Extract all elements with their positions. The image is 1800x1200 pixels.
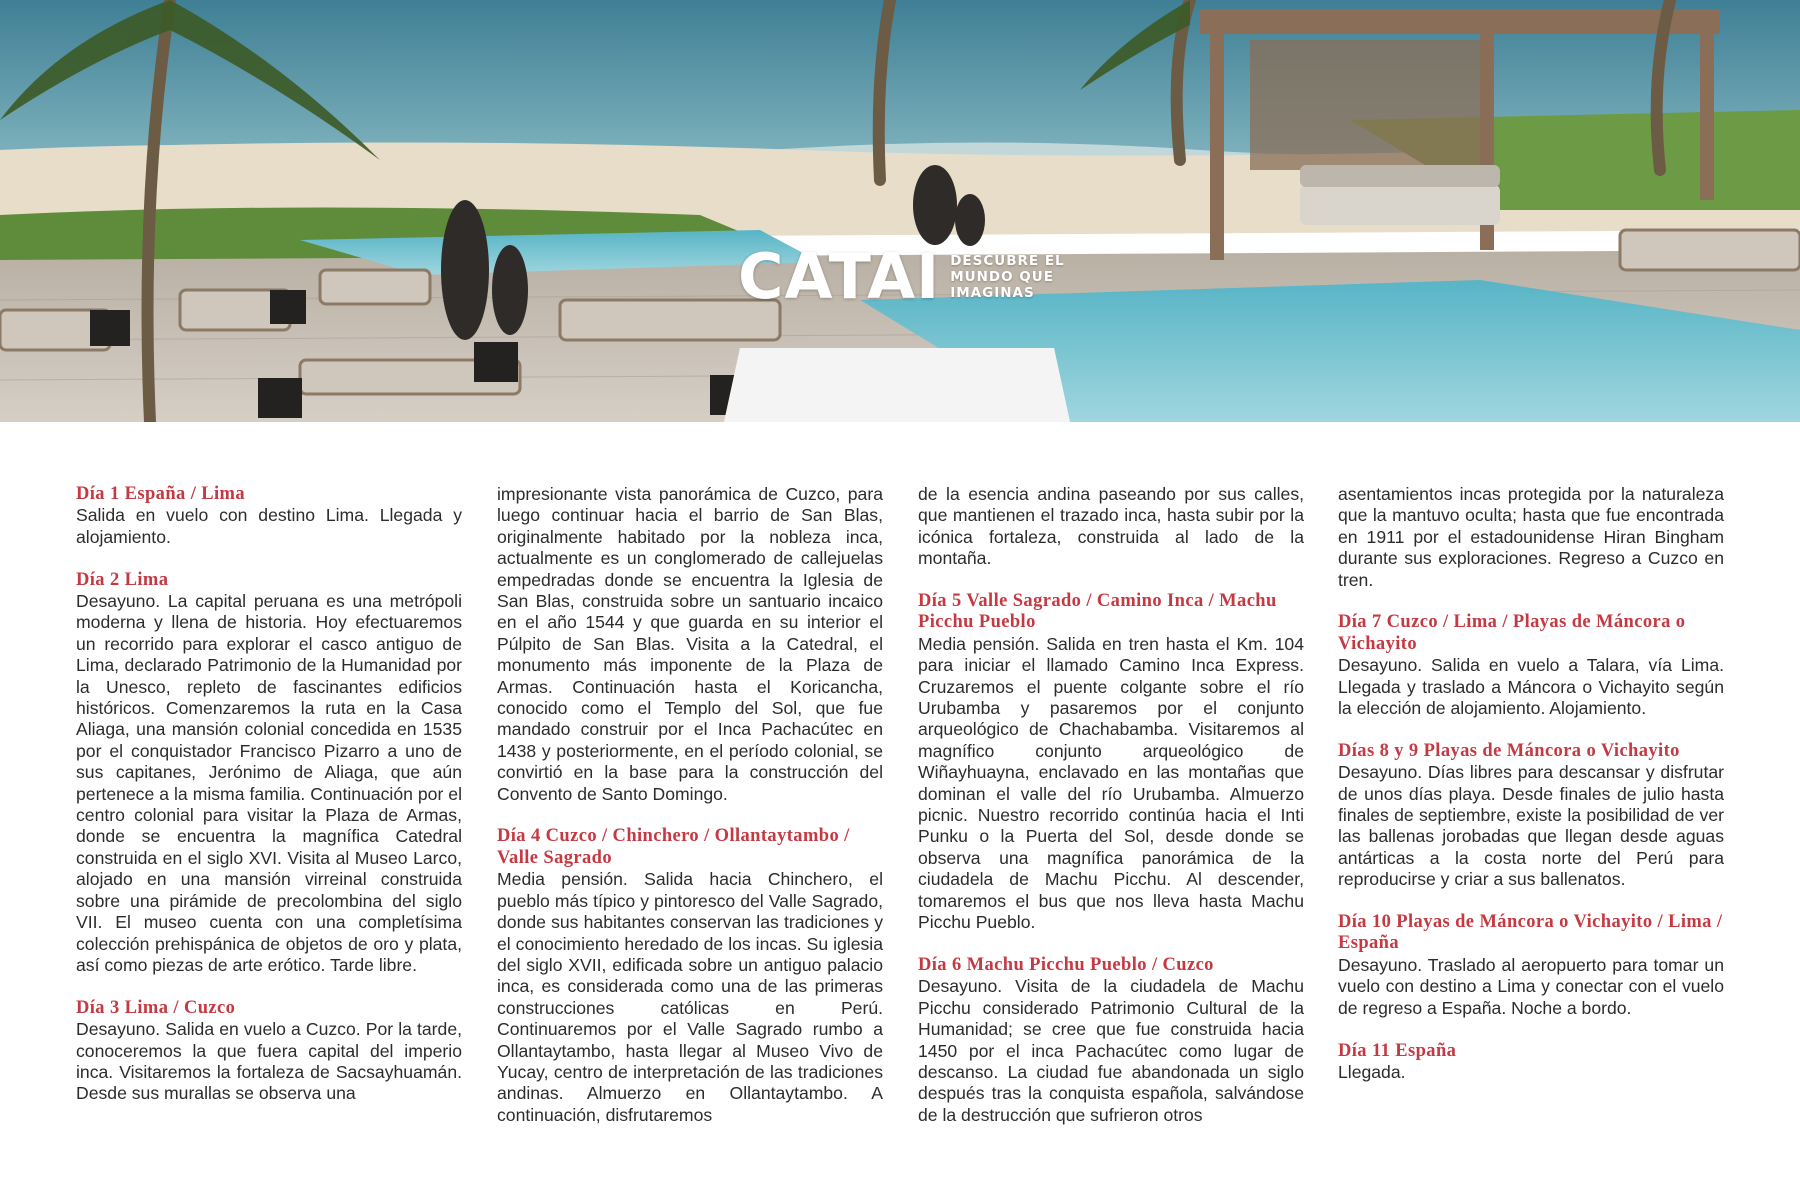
itinerary-continuation [918,484,1304,570]
day-title: Día 7 Cuzco / Lima / Playas de Máncora o Vichayito [1338,612,1686,654]
day-description: Desayuno. Salida en vuelo a Talara, vía Lima. Llegada y traslado a Máncora o Vichayito según la elección de alojamiento. Alojamiento. [1338,655,1724,719]
itinerary-day [76,484,462,548]
day-title: Día 6 Machu Picchu Pueblo / Cuzco [918,954,1214,975]
itinerary-day [1338,741,1724,891]
catai-logo [738,240,1065,313]
tagline-line: MUNDO QUE [950,269,1054,285]
day-title: Día 4 Cuzco / Chinchero / Ollantaytambo / Valle Sagrado [497,826,850,868]
day-description: impresionante vista panorámica de Cuzco, para luego continuar hacia el barrio de San Blas, originalmente habitado por la nobleza inca, actualmente es un conglomerado de callejuelas empedradas donde se encuentra la Iglesia de San Blas, construida sobre un santuario incaico en el año 1544 y que guarda en su interior el Púlpito de San Blas. Visita a la Catedral, el monumento más imponente de la Plaza de Armas. Continuación hasta el Koricancha, conocido como el Templo del Sol, que fue mandado construir por el Inca Pachacútec en 1438 y posteriormente, en el período colonial, se convirtió en la base para la construcción del Convento de Santo Domingo. [497,484,883,804]
itinerary-day [1338,912,1724,1019]
day-title: Días 8 y 9 Playas de Máncora o Vichayito [1338,740,1680,761]
day-description: Desayuno. La capital peruana es una metrópoli moderna y llena de historia. Hoy efectuaremos un recorrido para explorar el casco antiguo de Lima, declarado Patrimonio de la Humanidad por la Unesco, repleto de fascinantes edificios históricos. Comenzaremos la ruta en la Casa Aliaga, una mansión colonial concedida en 1535 por el conquistador Francisco Pizarro a uno de sus capitanes, Jerónimo de Aliaga, que aún pertenece a la misma familia. Continuación por el centro colonial para visitar la Plaza de Armas, donde se encuentra la magnífica Catedral construida en el siglo XVI. Visita al Museo Larco, alojado en una mansión virreinal construida sobre una pirámide de precolombina del siglo VII. El museo cuenta con una completísima colección prehispánica de objetos de oro y plata, así como piezas de arte erótico. Tarde libre. [76,591,462,975]
day-title: Día 5 Valle Sagrado / Camino Inca / Machu Picchu Pueblo [918,591,1277,633]
itinerary-continuation [497,484,883,805]
day-description: Media pensión. Salida en tren hasta el Km. 104 para iniciar el llamado Camino Inca Express. Cruzaremos el puente colgante sobre el río Urubamba y pasaremos por el conjunto arqueológico de Chachabamba. Visitaremos al magnífico conjunto arqueológico de Wiñayhuayna, enclavado en las montañas que dominan el valle del río Urubamba. Almuerzo picnic. Nuestro recorrido continúa hacia el Inti Punku o la Puerta del Sol, desde donde se observa una magnífica panorámica de la ciudadela de Machu Picchu. Al descender, tomaremos el bus que nos lleva hasta Machu Picchu Pueblo. [918,633,1304,933]
itinerary-day [1338,612,1724,719]
day-title: Día 10 Playas de Máncora o Vichayito / Lima / España [1338,912,1723,954]
logo-tagline [950,253,1064,301]
hero-photo [0,0,1800,422]
day-description: de la esencia andina paseando por sus calles, que mantienen el trazado inca, hasta subir por la icónica fortaleza, construida al lado de la montaña. [918,484,1304,569]
itinerary-continuation [1338,484,1724,591]
tagline-line: DESCUBRE EL [950,253,1065,269]
itinerary-column-4 [1338,484,1724,1105]
day-description: Desayuno. Visita de la ciudadela de Machu Picchu considerado Patrimonio Cultural de la Humanidad; se cree que fue construida hacia 1450 por el inca Pachacútec como lugar de descanso. La ciudad fue abandonada un siglo después tras la conquista española, salvándose de la destrucción que sufrieron otros [918,976,1304,1125]
itinerary-day [1338,1041,1724,1084]
day-description: Desayuno. Salida en vuelo a Cuzco. Por la tarde, conoceremos la que fuera capital del imperio inca. Visitaremos la fortaleza de Sacsayhuamán. Desde sus murallas se observa una [76,1019,462,1104]
day-title: Día 1 España / Lima [76,484,245,504]
day-title: Día 3 Lima / Cuzco [76,997,236,1018]
itinerary-column-1 [76,484,462,1126]
itinerary-day [918,591,1304,934]
resort-scene-illustration [0,0,1800,422]
day-description: Salida en vuelo con destino Lima. Llegada y alojamiento. [76,505,462,547]
day-description: Media pensión. Salida hacia Chinchero, el pueblo más típico y pintoresco del Valle Sagrado, donde sus habitantes conservan las tradiciones y el conocimiento heredado de los incas. Su iglesia del siglo XVII, edificada sobre un antiguo palacio inca, es considerada como una de las primeras construcciones católicas en Perú. Continuaremos por el Valle Sagrado rumbo a Ollantaytambo, hasta llegar al Museo Vivo de Yucay, centro de interpretación de las tradiciones andinas. Almuerzo en Ollantaytambo. A continuación, disfrutaremos [497,869,883,1125]
day-description: Desayuno. Días libres para descansar y disfrutar de unos días playa. Desde finales de julio hasta finales de septiembre, existe la posibilidad de ver las ballenas jorobadas que llegan desde aguas antárticas a la costa norte del Perú para reproducirse y criar a sus ballenatos. [1338,762,1724,890]
logo-wordmark: CATAI [738,240,941,313]
itinerary-day [76,998,462,1105]
itinerary-day [918,955,1304,1126]
itinerary-day [76,570,462,977]
itinerary-column-2 [497,484,883,1148]
day-description: Desayuno. Traslado al aeropuerto para tomar un vuelo con destino a Lima y conectar con el vuelo de regreso a España. Noche a bordo. [1338,954,1724,1018]
day-title: Día 2 Lima [76,569,169,590]
day-title: Día 11 España [1338,1040,1457,1061]
itinerary-day [497,826,883,1126]
day-description: asentamientos incas protegida por la naturaleza que la mantuvo oculta; hasta que fue encontrada en 1911 por el estadounidense Hiran Bingham durante sus exploraciones. Regreso a Cuzco en tren. [1338,484,1724,590]
tagline-line: IMAGINAS [950,285,1035,301]
itinerary-column-3 [918,484,1304,1148]
day-description: Llegada. [1338,1061,1406,1082]
